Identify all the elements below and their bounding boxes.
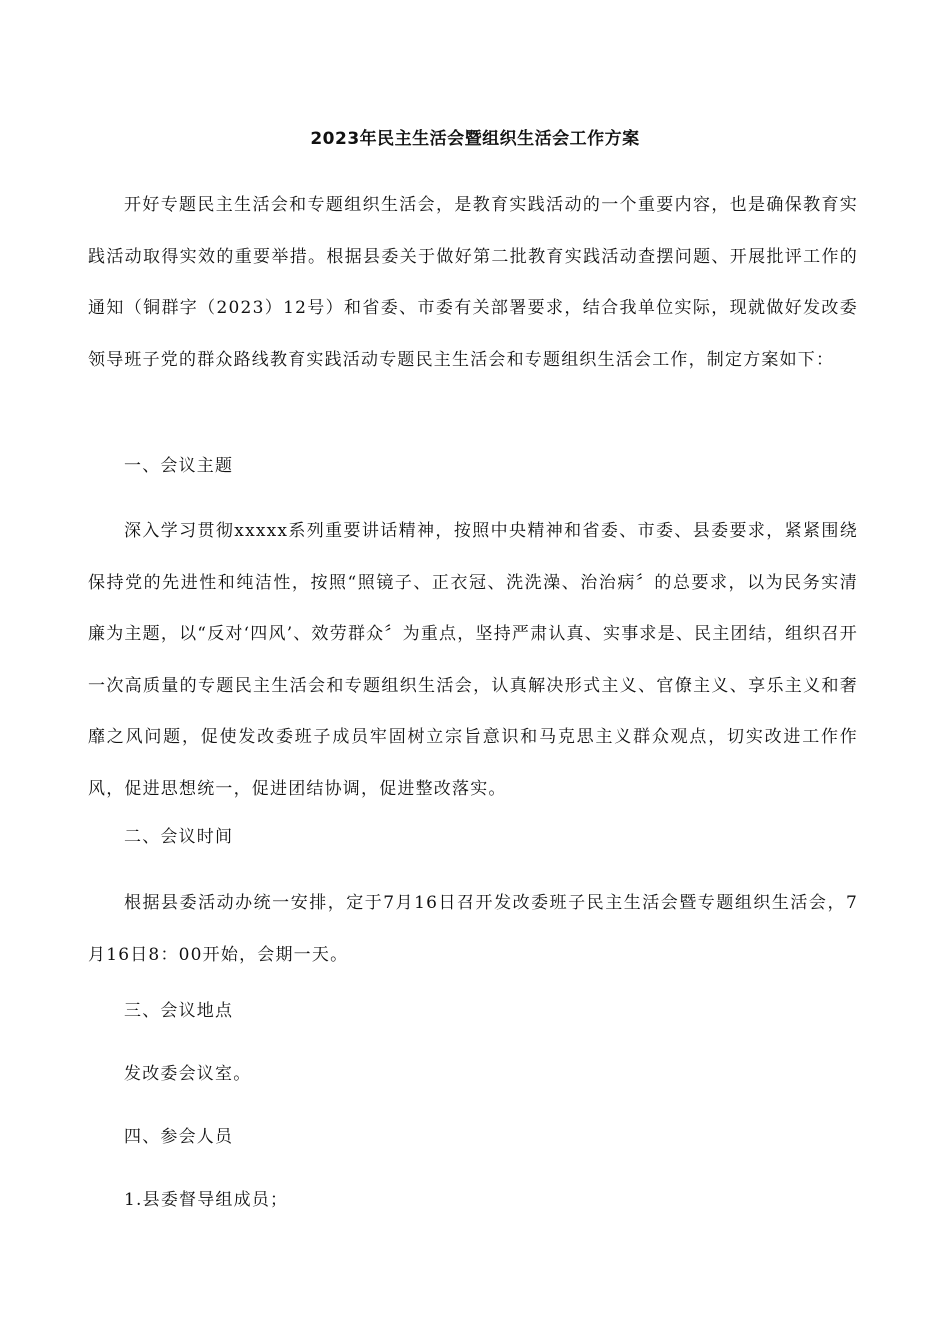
section-heading-theme: 一、会议主题 — [124, 456, 234, 476]
section-body-attendees: 1.县委督导组成员； — [124, 1190, 289, 1210]
section-heading-time: 二、会议时间 — [124, 827, 234, 847]
section-body-location: 发改委会议室。 — [124, 1064, 252, 1084]
section-body-time: 根据县委活动办统一安排，定于7月16日召开发改委班子民主生活会暨专题组织生活会，7月16日8：00开始，会期一天。 — [88, 893, 858, 965]
section-heading-attendees: 四、参会人员 — [124, 1127, 234, 1147]
document-title: 2023年民主生活会暨组织生活会工作方案 — [310, 129, 640, 149]
section-body-theme: 深入学习贯彻xxxxx系列重要讲话精神，按照中央精神和省委、市委、县委要求，紧紧围绕保持党的先进性和纯洁性，按照“照镜子、正衣冠、洗洗澡、治治病〞的总要求，以为民务实清廉为主题，以“反对‘四风’、效劳群众〞为重点，坚持严肃认真、实事求是、民主团结，组织召开一次高质量的专题民主生活会和专题组织生活会，认真解决形式主义、官僚主义、享乐主义和奢靡之风问题，促使发改委班子成员牢固树立宗旨意识和马克思主义群众观点，切实改进工作作风，促进思想统一，促进团结协调，促进整改落实。 — [88, 521, 858, 799]
section-heading-location: 三、会议地点 — [124, 1001, 234, 1021]
intro-paragraph: 开好专题民主生活会和专题组织生活会，是教育实践活动的一个重要内容，也是确保教育实践活动取得实效的重要举措。根据县委关于做好第二批教育实践活动查摆问题、开展批评工作的通知（铜群字（2023）12号）和省委、市委有关部署要求，结合我单位实际，现就做好发改委领导班子党的群众路线教育实践活动专题民主生活会和专题组织生活会工作，制定方案如下： — [88, 195, 858, 370]
